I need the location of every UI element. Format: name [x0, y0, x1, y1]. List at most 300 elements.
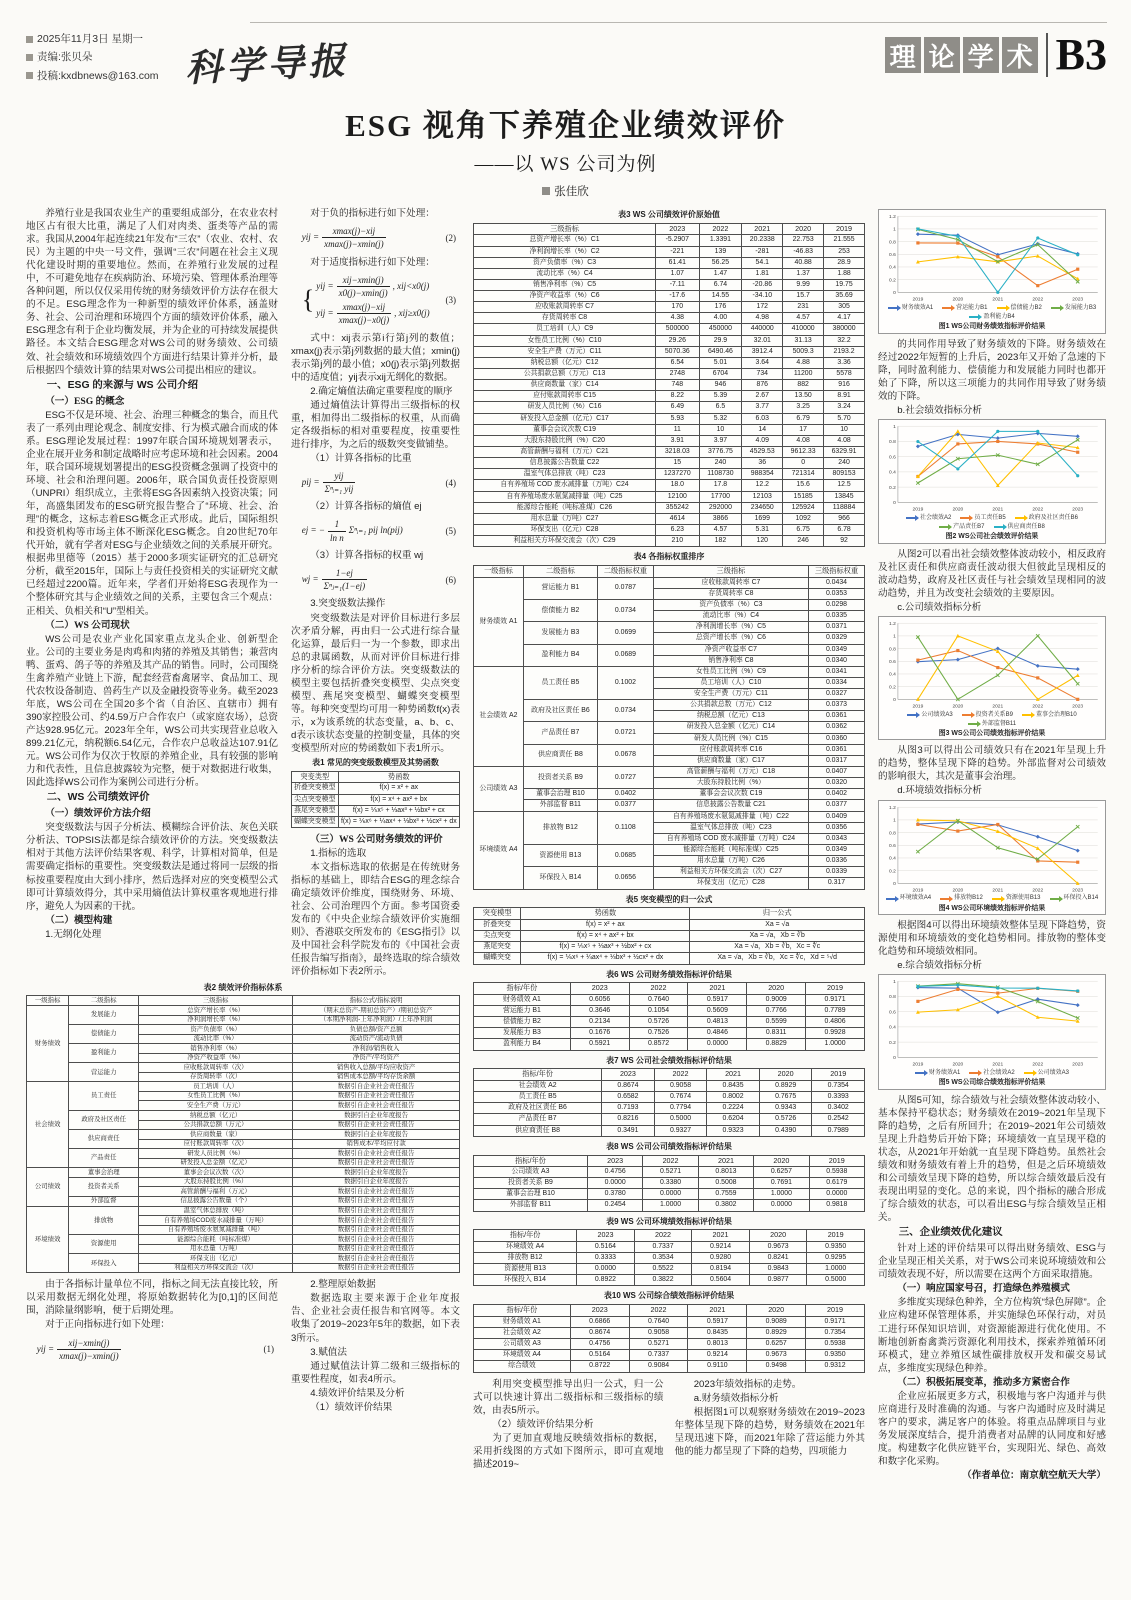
left-top-grid — [26, 207, 460, 979]
element — [996, 666, 999, 669]
header-rule — [250, 22, 1107, 23]
table-row — [474, 953, 865, 964]
table-cell: 4.57 — [783, 313, 824, 324]
element — [956, 235, 959, 238]
element: 1.2 — [889, 621, 896, 627]
paragraph: 突变级数法是对评价目标进行多层次矛盾分解，再由归一公式进行综合量化运算，最后归一为一个参数，即求出总的隶属函数，从而对评价目标进行排序分析的综合评价方法。突变级数法的模型主要包括折叠突变模型、尖点突变模型、燕尾突变模型、蝴蝶突变模型等。每种突变型均可用一种势函数f(x)表示，x为该系统的状态变量，a、b、c、d表示该状态变量的控制变量，具体的突变模型所对应的势函数如下表1所示。 — [291, 612, 460, 754]
table-cell: 数据引自企业年度报告 — [293, 1111, 460, 1121]
paragraph: 数据选取主要来源于企业年度报告、企业社会责任报告和官网等。本文收集了2019~2023年5年的数据，如下表3所示。 — [291, 1293, 460, 1344]
legend-line-icon — [968, 723, 980, 725]
column-header: 2021 — [688, 1305, 747, 1316]
element — [996, 255, 999, 258]
table-cell: 0.5000 — [654, 1114, 707, 1125]
table-cell: 利益相关方环保交流会（次）C27 — [653, 867, 808, 878]
table-row — [474, 700, 865, 711]
table-header-row — [474, 223, 865, 234]
element: 1.2 — [889, 805, 896, 811]
table-cell: 研发投入总金额（亿元）C17 — [474, 413, 656, 424]
element — [996, 822, 999, 825]
table-cell: 0.2224 — [707, 1103, 760, 1114]
table-cell: 3.91 — [656, 435, 699, 446]
column-header: 指标/年份 — [474, 983, 571, 994]
table-row — [474, 994, 865, 1005]
legend-line-icon — [969, 316, 981, 318]
formula — [302, 470, 458, 495]
denominator: Σⁿᵢ₌₁ yij — [324, 484, 354, 495]
table-cell: 0.0377 — [808, 800, 864, 811]
table-cell: -17.6 — [656, 291, 699, 302]
table-cell: 总资产增长率（%） — [139, 1006, 293, 1016]
table-cell: 0.7789 — [806, 1006, 865, 1017]
table-cell: 0.9009 — [747, 994, 806, 1005]
element: 0.2 — [889, 278, 896, 284]
table-cell: 231 — [783, 302, 824, 313]
table-cell: 数据引自企业社会责任报告 — [293, 1206, 460, 1216]
header-editor-line — [26, 48, 159, 66]
table-cell: 17.8 — [699, 480, 742, 491]
table-cell: 0.8674 — [570, 1327, 629, 1338]
element — [1076, 434, 1080, 438]
table-表1 常见的突变级数模型及其势函数 — [291, 758, 460, 828]
sub-column-right — [675, 1378, 866, 1472]
table-title: 表2 绩效评价指标体系 — [203, 983, 283, 993]
numerator: xmax(j)−xij — [322, 225, 386, 238]
element — [1076, 667, 1080, 671]
table-cell: 0.2134 — [570, 1017, 629, 1028]
element — [1076, 438, 1079, 441]
heading: （一）ESG 的概念 — [45, 395, 125, 407]
element: 0.4 — [889, 1025, 896, 1031]
column-header: 指标/年份 — [474, 1155, 588, 1166]
table-cell: 研发人员比例（%）C16 — [474, 402, 656, 413]
column-header: 一级指标 — [474, 566, 524, 577]
table-header-row — [474, 1230, 865, 1241]
paragraph: 从图3可以得出公司绩效只有在2021年呈现上升的趋势，整体呈现下降的趋势。外部监督对公司绩效的影响很大，其次是董事会治理。 — [878, 745, 1106, 783]
paragraph: 企业应拓展更多方式，积极地与客户沟通并与供应商进行及时准确的沟通。与客户沟通时应及时满足客户的要求，满足客户的体验。将重点品牌项目与业务发展深度结合，提升消费者对品牌的认同度和好感度。构建数字化供应链平台，实现阳光、绿色、高效和数字化采购。 — [878, 1390, 1106, 1467]
table-cell: 182 — [699, 536, 742, 547]
table-cell: 3.25 — [783, 402, 824, 413]
table-cell: 0.1676 — [570, 1028, 629, 1039]
table-cell: （本期净利润-上年净利润）/上年净利润 — [293, 1015, 460, 1025]
column-header: 指标/年份 — [474, 1069, 602, 1080]
table-cell: 734 — [742, 369, 783, 380]
element — [996, 995, 1000, 999]
table-cell: 0.5726 — [759, 1114, 812, 1125]
table-cell: 公司绩效 A3 — [474, 767, 524, 812]
table-cell: 燕尾突变 — [474, 942, 521, 953]
table-row — [474, 302, 865, 313]
element: 1 — [893, 980, 896, 986]
table-row — [474, 313, 865, 324]
table-cell: 0.0377 — [597, 800, 653, 811]
legend-label: 资源使用B13 — [1005, 895, 1041, 902]
table-row — [474, 235, 865, 246]
table-cell: 供应商责任 — [69, 1130, 139, 1149]
formula-lhs: wj = — [301, 573, 319, 584]
table-cell: 0.9498 — [747, 1361, 806, 1372]
paragraph: c.公司绩效指标分析 — [897, 601, 982, 613]
column-header: 2020 — [749, 1230, 807, 1241]
article-title: ESG 视角下养殖企业绩效评价 — [345, 108, 786, 143]
header-editor: 责编:张贝朵 — [37, 51, 93, 64]
element: 1 — [893, 227, 896, 233]
table-cell: 供应商数量（家）C17 — [653, 755, 808, 766]
legend-item — [1051, 304, 1096, 312]
table-cell: 0.9312 — [806, 1361, 865, 1372]
article-title-block — [0, 92, 1131, 201]
element — [1076, 253, 1079, 256]
formula-number: (3) — [445, 294, 456, 305]
masthead: 科学导报 — [184, 37, 351, 91]
table-cell: 1092 — [783, 513, 824, 524]
formula-expression — [37, 1337, 124, 1362]
table-cell: 营运能力 — [69, 1063, 139, 1082]
table-cell: 0.9084 — [629, 1361, 688, 1372]
table-row — [474, 1264, 865, 1275]
table-cell: 4.98 — [742, 313, 783, 324]
table-cell: 销售成本总额/平均存货余额 — [293, 1072, 460, 1082]
table-row — [474, 1361, 865, 1372]
column-header: 2022 — [699, 223, 742, 234]
table-cell: 0.3491 — [602, 1125, 655, 1136]
table-cell: 公共捐款总数（万元）C12 — [653, 700, 808, 711]
table-cell: 0.0317 — [808, 755, 864, 766]
element — [916, 658, 919, 661]
table-cell: 销售成本/平均应付款 — [293, 1139, 460, 1149]
table-cell: 1.0000 — [754, 1189, 809, 1200]
table-cell: f(x) = ⅕x⁵ + ⅓ax³ + ½bx² + cx — [521, 942, 690, 953]
table-row — [474, 402, 865, 413]
column-header: 2021 — [692, 1230, 750, 1241]
table-cell: 0.8002 — [707, 1092, 760, 1103]
legend-label: 政府及社区责任B6 — [1028, 514, 1079, 521]
table-cell: 0.0678 — [597, 744, 653, 766]
element — [996, 430, 999, 433]
table-表10 WS 公司综合绩效指标评价结果 — [473, 1291, 865, 1372]
table-cell: 盈利能力 B4 — [474, 1039, 571, 1050]
table-row — [292, 783, 460, 794]
table-cell: 排放物 — [69, 1206, 139, 1235]
element — [956, 467, 959, 470]
header-date-line — [26, 30, 159, 48]
table-title: 表6 WS 公司财务绩效指标评价结果 — [606, 969, 732, 979]
numerator: xmax(j)−xij — [337, 301, 392, 314]
table-cell: 6.54 — [656, 357, 699, 368]
data-table — [473, 1155, 865, 1212]
table-row — [474, 424, 865, 435]
element — [1076, 1003, 1080, 1007]
paragraph: 式中：xij表示第i行第j列的数值；xmax(j)表示第j列数据的最大值；xmin(j)表示第j列的最小值；x0(j)表示第j列数据中的适度值；yij表示xij无纲化的数据。 — [291, 332, 460, 383]
table-cell: 数据引自企业年度报告 — [293, 1130, 460, 1140]
table-cell: 偿债能力 B2 — [523, 599, 597, 621]
legend-item — [915, 1069, 960, 1077]
legend-label: 环保投入B14 — [1063, 895, 1099, 902]
chart-corporate — [878, 616, 1106, 741]
table-row — [474, 536, 865, 547]
table-cell: 负债总额/资产总额 — [293, 1025, 460, 1035]
data-table — [473, 1229, 865, 1286]
table-cell: 能源综合能耗（吨标准煤） — [139, 1235, 293, 1245]
table-cell: 1699 — [742, 513, 783, 524]
paragraph: 多维度实现绿色种养，全方位构筑“绿色屏障”。企业应构建环保管理体系，并实施绿色环保行动，对员工进行环保知识培训，对资源能源进行优化使用。不断地创新畜禽粪污资源化利用技术，探索养殖循环闭环模式，建立养殖区域性碳排放权开发和碳交易试点，多维度实现绿色种养。 — [878, 1297, 1106, 1374]
table-cell: 15 — [656, 458, 699, 469]
table-cell: 员工培训（人）C9 — [474, 324, 656, 335]
table-cell: 0.0402 — [808, 789, 864, 800]
element — [1076, 682, 1079, 685]
table-cell: 产品责任 B7 — [523, 722, 597, 744]
table-row — [474, 413, 865, 424]
table-cell: 176 — [699, 302, 742, 313]
table-cell: 0.5938 — [809, 1167, 864, 1178]
table-cell: 环境绩效 A4 — [474, 1241, 577, 1252]
table-cell: 0.5000 — [807, 1275, 865, 1286]
table-header-row — [474, 1305, 865, 1316]
table-cell: 0.9928 — [806, 1028, 865, 1039]
table-cell: 6.5 — [699, 402, 742, 413]
table-row — [474, 458, 865, 469]
table-cell: 蝴蝶突变 — [474, 953, 521, 964]
article-subtitle: ——以 WS 公司为例 — [474, 154, 657, 175]
table-cell: 0.9058 — [629, 1327, 688, 1338]
table-cell: 0.7794 — [654, 1103, 707, 1114]
table-cell: 0.0349 — [808, 644, 864, 655]
table-cell: 董事会治理 — [69, 1168, 139, 1178]
table-row — [474, 380, 865, 391]
paragraph: 利用突变模型推导出归一公式，归一公式可以快速计算出二级指标和三级指标的绩效，由表5所示。 — [473, 1378, 664, 1416]
section-char: 理 — [885, 37, 921, 73]
table-row — [474, 811, 865, 822]
table-cell: 721314 — [783, 469, 824, 480]
table-cell: 6.78 — [824, 525, 865, 536]
table-cell: 1237270 — [656, 469, 699, 480]
element: 0.6 — [889, 1010, 896, 1016]
table-cell: 环保投入 B14 — [523, 867, 597, 889]
legend-item — [997, 304, 1042, 312]
table-cell: 资产负债率（%） — [139, 1025, 293, 1035]
column-header: 突变类型 — [292, 771, 339, 782]
table-cell: 流动资产/流动负债 — [293, 1034, 460, 1044]
table-row — [474, 1253, 865, 1264]
table-cell: 0.9323 — [707, 1125, 760, 1136]
table-cell: 4.57 — [699, 525, 742, 536]
element — [996, 992, 999, 995]
numerator: xij−xmin(j) — [337, 274, 390, 287]
element — [1076, 697, 1079, 700]
table-cell: 0.3333 — [577, 1253, 635, 1264]
element — [1036, 284, 1039, 287]
element: 2019 — [912, 1062, 924, 1068]
table-cell: 数据引自企业社会责任报告 — [293, 1082, 460, 1092]
table-cell: 13.50 — [783, 391, 824, 402]
table-cell: 0.0327 — [808, 689, 864, 700]
table-cell: 6.03 — [742, 413, 783, 424]
table-header-row — [27, 996, 460, 1006]
table-row — [474, 346, 865, 357]
table-cell: 5.01 — [699, 357, 742, 368]
paragraph: 从图2可以看出社会绩效整体波动较小，相反政府及社区责任和供应商责任波动很大但彼此呈现相反的波动趋势，政府及社区责任与社会绩效呈现相同的波动趋势，并且为改变社会绩效的主要原因。 — [878, 548, 1106, 599]
table-cell: 0.0339 — [808, 867, 864, 878]
table-row — [474, 1006, 865, 1017]
element — [1076, 280, 1079, 283]
table-cell: 女性员工比例（%）C10 — [474, 335, 656, 346]
element: 2022 — [1032, 1062, 1044, 1068]
fraction — [337, 274, 390, 299]
fraction — [323, 470, 356, 495]
table-row — [474, 279, 865, 290]
table-表5 突变模型的归一公式 — [473, 895, 865, 965]
paragraph: 2.整理原始数据 — [310, 1279, 376, 1291]
header-email: 投稿:kxdbnews@163.com — [37, 69, 159, 82]
table-cell: 营运能力 B1 — [523, 577, 597, 599]
table-cell: 0.4756 — [570, 1339, 629, 1350]
formula-lhs: yij = — [316, 307, 334, 318]
chart-caption: 图1 WS公司财务绩效指标评价结果 — [938, 323, 1046, 331]
table-row — [292, 794, 460, 805]
table-cell: 0.0341 — [808, 666, 864, 677]
table-cell: 环保支出（亿元）C28 — [474, 525, 656, 536]
table-cell: 大股东持股比例（%） — [653, 778, 808, 789]
table-row — [474, 577, 865, 588]
table-row — [474, 513, 865, 524]
column-header: 2020 — [747, 1305, 806, 1316]
table-cell: 自有养殖场 COD 废水减排量（万吨）C24 — [474, 480, 656, 491]
element — [1076, 990, 1079, 993]
table-cell: 偿债能力 B2 — [474, 1017, 571, 1028]
formula-line — [316, 301, 429, 326]
table-cell: 5.32 — [699, 413, 742, 424]
table-cell: 19.75 — [824, 279, 865, 290]
table-cell: 0.0434 — [808, 577, 864, 588]
table-title: 表1 常见的突变级数模型及其势函数 — [312, 758, 439, 768]
chart-caption: 图5 WS公司综合绩效指标评价结果 — [938, 1079, 1046, 1087]
table-cell: 0.0402 — [597, 789, 653, 800]
table-cell: 折叠突变 — [474, 919, 521, 930]
element — [1036, 987, 1039, 990]
legend-item — [886, 894, 931, 902]
table-row — [474, 867, 865, 878]
table-cell: 供应商责任 B8 — [474, 1125, 602, 1136]
table-cell: 6.23 — [656, 525, 699, 536]
legend-item — [940, 894, 983, 902]
formula — [37, 1337, 276, 1362]
element: 0 — [893, 1056, 896, 1062]
table-row — [27, 1082, 460, 1092]
table-cell: 0.9350 — [807, 1241, 865, 1252]
table-cell: 0.5522 — [634, 1264, 692, 1275]
chart-plot-environmental — [881, 803, 1103, 894]
column-header: 三级指标 — [653, 566, 808, 577]
paragraph: 2.确定熵值法确定重要程度的顺序 — [310, 385, 453, 397]
chart-caption: 图4 WS公司环境绩效指标评价结果 — [938, 904, 1046, 912]
table-cell: 综合绩效 — [474, 1361, 571, 1372]
chart-legend — [881, 304, 1103, 321]
table-cell: 供应商数量（家） — [139, 1130, 293, 1140]
table-cell: -221 — [656, 246, 699, 257]
table-cell: 56.25 — [699, 257, 742, 268]
element — [956, 988, 959, 991]
table-cell: 员工责任 B5 — [523, 666, 597, 699]
table-cell: 营运能力 B1 — [474, 1006, 571, 1017]
table-cell: 118884 — [824, 502, 865, 513]
left-region — [26, 207, 460, 1579]
element — [918, 243, 1078, 286]
table-cell: 20.2338 — [742, 235, 783, 246]
column-header: 2021 — [698, 1155, 753, 1166]
table-cell: -281 — [742, 246, 783, 257]
table-cell: 0.0689 — [597, 644, 653, 666]
table-cell: 员工责任 B5 — [474, 1092, 602, 1103]
element: 2023 — [1072, 703, 1084, 709]
table-cell: 0.4756 — [587, 1167, 642, 1178]
table-cell: 信息披露公告数量 C22 — [474, 458, 656, 469]
table-cell: 8.91 — [824, 391, 865, 402]
element: 2020 — [952, 297, 964, 303]
table-cell: 1.0000 — [806, 1039, 865, 1050]
table-cell: 温室气体总排放（吨）C23 — [474, 469, 656, 480]
table-title: 表3 WS 公司绩效评价原始值 — [618, 210, 720, 219]
table-cell: 数据引自企业社会责任报告 — [293, 1225, 460, 1235]
table-cell: 36 — [742, 458, 783, 469]
element: 0.2 — [889, 868, 896, 874]
table-cell: 外部监督 — [69, 1196, 139, 1206]
column-header: 2023 — [602, 1069, 655, 1080]
table-cell: 0.6257 — [754, 1167, 809, 1178]
table-cell: 0.4806 — [806, 1017, 865, 1028]
table-cell: -5.2907 — [656, 235, 699, 246]
table-cell: 员工培训（人） — [139, 1082, 293, 1092]
table-cell: 0.0329 — [808, 633, 864, 644]
paragraph: ESG不仅是环境、社会、治理三种概念的集合，而且代表了一系列由理论观念、制度安排、行为模式融合而成的体系。ESG理论发展过程：1997年联合国环境规划署表示，企业在展开业务和制定战略时应考虑环境和社会因素。2004年，联合国环境规划署提出的ESG投资概念强调了投资中的环境、社会和治理问题。2006年，联合国负责任投资原则（UNPRI）组织成立，主张将ESG各因素纳入投资决策；同年，高盛集团发布的ESG研究报告整合了“环境、社会、治理”的概念，这标志着ESG概念正式形成。此后，国际组织和投资机构等市场主体不断深化ESG概念。自20世纪70年代开始，就有学者对ESG与企业绩效之间的关系展开研究。根据弗里德等（2015）基于2000多项实证研究的汇总研究分析，截至2015年，国际上与责任投资相关的实证研究文献已经超过2200篇。近年来，学者们开始将ESG表现作为一个整体研究其与企业绩效之间的关系，主要包含三个观点：正相关、负相关和“U”型相关。 — [26, 409, 278, 617]
data-table — [473, 982, 865, 1050]
table-cell: f(x) = ⅙x⁶ + ¼ax⁴ + ⅓bx³ + ½cx² + dx — [521, 953, 690, 964]
table-cell: 10 — [824, 424, 865, 435]
column-3-tables — [473, 207, 865, 1579]
column-header: 三级指标权重 — [808, 566, 864, 577]
column-header: 势函数 — [521, 908, 690, 919]
table-cell: 自有养殖场废水氨氮减排量（吨）C22 — [653, 811, 808, 822]
paragraph: 1.指标的选取 — [310, 848, 367, 859]
column-2-bottom — [291, 1278, 460, 1414]
table-row — [474, 919, 865, 930]
table-cell: 6.75 — [783, 525, 824, 536]
table-cell: 0.8674 — [602, 1080, 655, 1091]
legend-item — [939, 523, 984, 531]
table-cell: 0.3780 — [587, 1189, 642, 1200]
table-cell: 946 — [699, 380, 742, 391]
legend-item — [992, 894, 1041, 902]
element: 2023 — [1072, 297, 1084, 303]
table-cell: 0.3534 — [634, 1253, 692, 1264]
table-cell: 8.22 — [656, 391, 699, 402]
table-cell: 0.7691 — [754, 1178, 809, 1189]
chart-legend — [881, 514, 1103, 531]
formula-lhs: yij = — [316, 280, 334, 291]
paragraph: 突变级数法与因子分析法、模糊综合评价法、灰色关联分析法、TOPSIS法都是综合绩效评价的方法。突变级数法相对于其他方法评价结果客观、科学，计算相对简单，但是需要确定指标的重要性。突变级数法是通过将同一层级的指标按重要程度由大到小排序，然后选择对应的突变模型公式即可计算绩效得分，其中采用熵值法计算权重客观地进行排序，避免人为因素的干扰。 — [26, 822, 278, 912]
table-cell: 3.77 — [742, 402, 783, 413]
table-cell: 6.74 — [699, 279, 742, 290]
table-cell: 董事会会议次数（次） — [139, 1168, 293, 1178]
table-cell: 0.5271 — [643, 1167, 698, 1178]
table-cell: 0.0000 — [688, 1039, 747, 1050]
table-cell: 应收账款周转率 C7 — [653, 577, 808, 588]
table-cell: 0.5917 — [688, 1316, 747, 1327]
table-row — [27, 1206, 460, 1216]
table-cell: 1.47 — [699, 268, 742, 279]
denominator: x0(j)−xmin(j) — [338, 287, 388, 298]
table-cell: 0.0356 — [808, 822, 864, 833]
table-cell: 数据引自企业社会责任报告 — [293, 1254, 460, 1264]
element — [996, 291, 999, 294]
